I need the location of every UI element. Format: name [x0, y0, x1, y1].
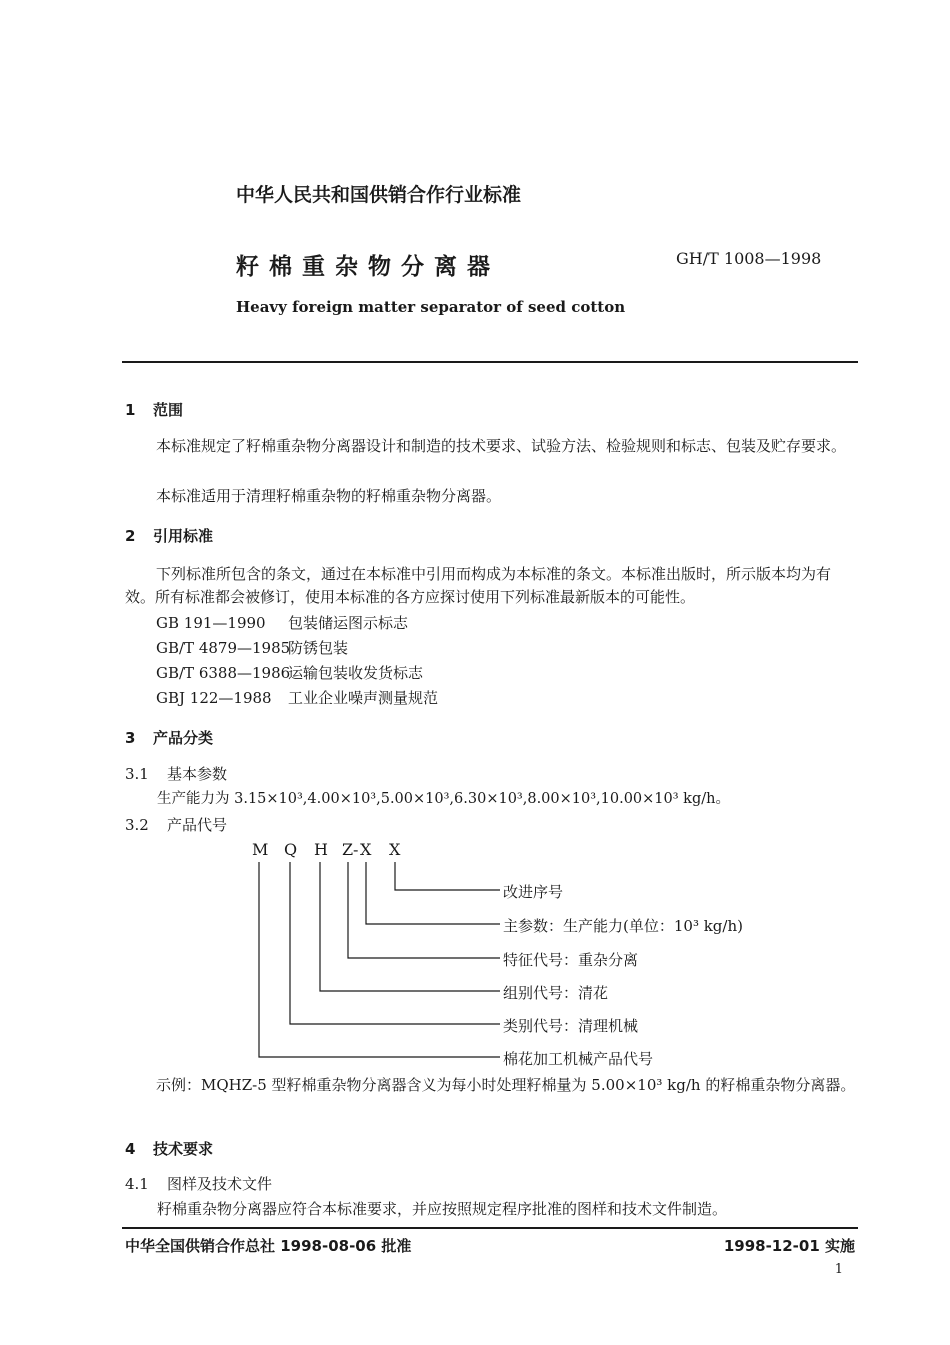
section-1-paragraph-1: 本标准规定了籽棉重杂物分离器设计和制造的技术要求、试验方法、检验规则和标志、包装及贮存要求。 [156, 437, 847, 455]
subsection-number: 3.2 [125, 816, 149, 834]
document-title-cn: 籽 棉 重 杂 物 分 离 器 [236, 254, 492, 280]
section-title: 引用标准 [153, 527, 214, 545]
reference-name: 运输包装收发货标志 [288, 664, 424, 682]
implementation-date: 1998-12-01 实施 [723, 1237, 855, 1255]
capacity-values: 生产能力为 3.15×10³,4.00×10³,5.00×10³,6.30×10³,8.00×10³,10.00×10³ kg/h。 [157, 791, 730, 807]
label-main-parameter: 主参数：生产能力(单位：10³ kg/h) [503, 917, 743, 935]
section-4-heading [125, 1138, 213, 1159]
reference-code: GBJ 122—1988 [156, 689, 272, 707]
section-number: 4 [125, 1140, 136, 1158]
subsection-number: 3.1 [125, 765, 149, 783]
code-letter-x-revision: X [389, 840, 401, 859]
code-letter-x-param: X [360, 840, 372, 859]
section-title: 范围 [153, 401, 184, 419]
section-number: 2 [125, 527, 136, 545]
subsection-title: 图样及技术文件 [167, 1175, 273, 1193]
section-title: 技术要求 [153, 1140, 214, 1158]
reference-name: 工业企业噪声测量规范 [288, 689, 439, 707]
subsection-number: 4.1 [125, 1175, 149, 1193]
code-letter-z: Z [342, 840, 354, 859]
leader-line-feature [348, 862, 500, 958]
label-category-code: 类别代号：清理机械 [503, 1017, 639, 1035]
reference-code: GB/T 6388—1986 [156, 664, 291, 682]
subsection-title: 基本参数 [167, 765, 228, 783]
reference-code: GB 191—1990 [156, 614, 266, 632]
subsection-4-1-heading [125, 1173, 272, 1195]
code-dash: - [353, 840, 359, 859]
code-letter-h: H [314, 840, 328, 859]
reference-name: 包装储运图示标志 [288, 614, 409, 632]
leader-line-main-param [366, 862, 500, 924]
approval-line: 中华全国供销合作总社 1998-08-06 批准 [125, 1237, 412, 1255]
label-revision-number: 改进序号 [503, 883, 564, 901]
leader-line-product [259, 862, 500, 1057]
subsection-title: 产品代号 [167, 816, 228, 834]
section-number: 3 [125, 729, 136, 747]
label-feature-code: 特征代号：重杂分离 [503, 951, 639, 969]
section-number: 1 [125, 401, 136, 419]
subsection-4-1-text: 籽棉重杂物分离器应符合本标准要求，并应按照规定程序批准的图样和技术文件制造。 [157, 1200, 728, 1218]
leader-line-revision [395, 862, 500, 890]
section-title: 产品分类 [153, 729, 214, 747]
standard-number: GH/T 1008—1998 [676, 249, 822, 268]
document-title-en: Heavy foreign matter separator of seed cotton [236, 298, 626, 316]
reference-code: GB/T 4879—1985 [156, 639, 291, 657]
reference-name: 防锈包装 [288, 639, 349, 657]
page-number: 1 [834, 1262, 843, 1277]
code-example: 示例：MQHZ-5 型籽棉重杂物分离器含义为每小时处理籽棉量为 5.00×10³ kg/h 的籽棉重杂物分离器。 [156, 1076, 856, 1094]
section-1-paragraph-2: 本标准适用于清理籽棉重杂物的籽棉重杂物分离器。 [156, 487, 502, 505]
section-2-paragraph: 下列标准所包含的条文，通过在本标准中引用而构成为本标准的条文。本标准出版时，所示版本均为有效。所有标准都会被修订，使用本标准的各方应探讨使用下列标准最新版本的可能性。 [125, 565, 832, 606]
label-product-code: 棉花加工机械产品代号 [503, 1050, 654, 1068]
leader-line-group [320, 862, 500, 991]
footer-divider [122, 1227, 858, 1229]
code-letter-m: M [252, 840, 269, 859]
code-letter-q: Q [284, 840, 298, 859]
org-title: 中华人民共和国供销合作行业标准 [236, 184, 522, 206]
label-group-code: 组别代号：清花 [503, 984, 609, 1002]
